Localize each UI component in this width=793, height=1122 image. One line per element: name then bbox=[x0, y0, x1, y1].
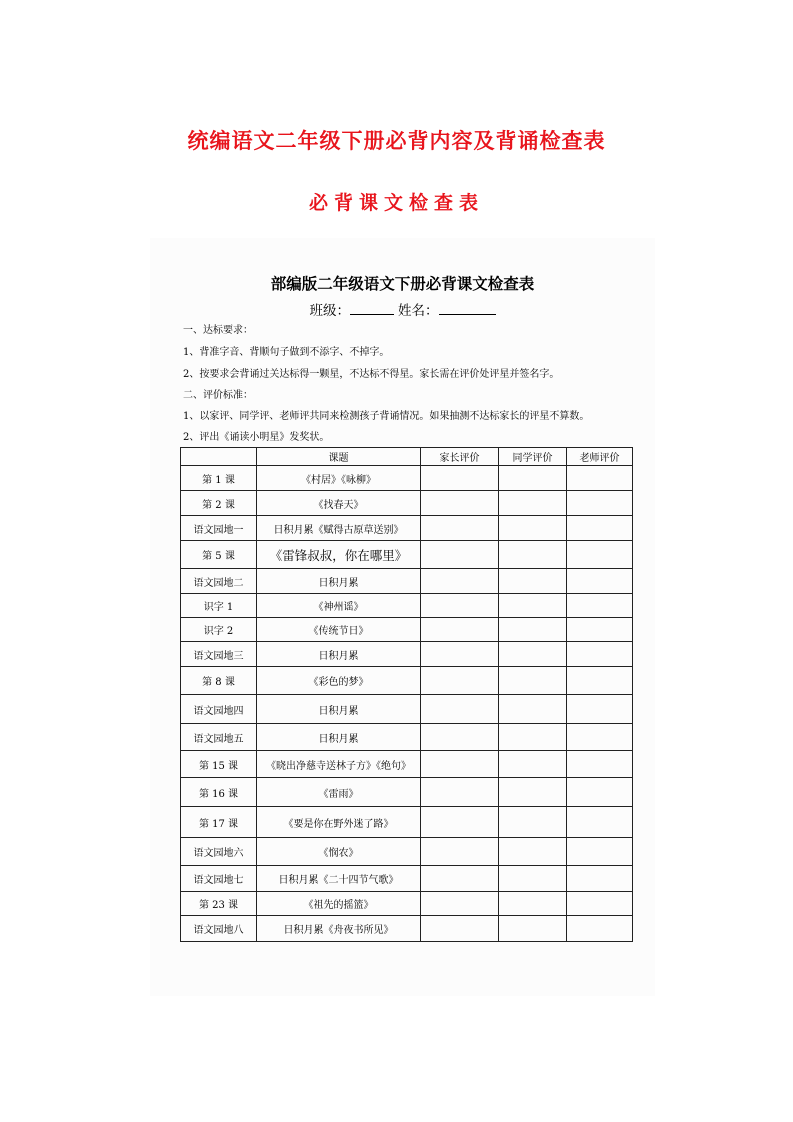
teacher-eval-cell[interactable] bbox=[567, 866, 633, 892]
lesson-cell: 语文园地六 bbox=[181, 838, 257, 866]
teacher-eval-cell[interactable] bbox=[567, 916, 633, 942]
lesson-cell: 第 16 课 bbox=[181, 778, 257, 807]
title-cell: 《晓出净慈寺送林子方》《绝句》 bbox=[257, 751, 421, 778]
teacher-eval-cell[interactable] bbox=[567, 594, 633, 618]
table-row bbox=[181, 695, 633, 724]
lesson-cell: 语文园地二 bbox=[181, 569, 257, 594]
title-cell: 《彩色的梦》 bbox=[257, 667, 421, 695]
header-parent-eval: 家长评价 bbox=[421, 448, 499, 466]
parent-eval-cell[interactable] bbox=[421, 618, 499, 642]
teacher-eval-cell[interactable] bbox=[567, 618, 633, 642]
title-cell: 《传统节日》 bbox=[257, 618, 421, 642]
parent-eval-cell[interactable] bbox=[421, 724, 499, 751]
parent-eval-cell[interactable] bbox=[421, 569, 499, 594]
title-cell: 《要是你在野外迷了路》 bbox=[257, 807, 421, 838]
table-row bbox=[181, 667, 633, 695]
lesson-cell: 语文园地八 bbox=[181, 916, 257, 942]
name-blank[interactable] bbox=[439, 302, 496, 315]
table-row bbox=[181, 466, 633, 491]
table-row bbox=[181, 838, 633, 866]
parent-eval-cell[interactable] bbox=[421, 466, 499, 491]
lesson-cell: 语文园地三 bbox=[181, 642, 257, 667]
table-row bbox=[181, 866, 633, 892]
teacher-eval-cell[interactable] bbox=[567, 695, 633, 724]
teacher-eval-cell[interactable] bbox=[567, 466, 633, 491]
title-cell: 《雷雨》 bbox=[257, 778, 421, 807]
table-row bbox=[181, 569, 633, 594]
lesson-cell: 语文园地四 bbox=[181, 695, 257, 724]
table-row bbox=[181, 724, 633, 751]
title-cell: 日积月累 bbox=[257, 569, 421, 594]
table-row bbox=[181, 516, 633, 541]
lesson-cell: 语文园地五 bbox=[181, 724, 257, 751]
classmate-eval-cell[interactable] bbox=[499, 594, 567, 618]
requirement-line: 1、背准字音、背顺句子做到不添字、不掉字。 bbox=[183, 347, 390, 358]
classmate-eval-cell[interactable] bbox=[499, 807, 567, 838]
title-cell: 日积月累《赋得古原草送别》 bbox=[257, 516, 421, 541]
requirement-line: 2、按要求会背诵过关达标得一颗星，不达标不得星。家长需在评价处评星并签名字。 bbox=[183, 369, 560, 380]
parent-eval-cell[interactable] bbox=[421, 516, 499, 541]
table-row bbox=[181, 618, 633, 642]
parent-eval-cell[interactable] bbox=[421, 838, 499, 866]
teacher-eval-cell[interactable] bbox=[567, 516, 633, 541]
header-topic: 课题 bbox=[257, 448, 421, 466]
header-classmate-eval: 同学评价 bbox=[499, 448, 567, 466]
sheet-title: 部编版二年级语文下册必背课文检查表 bbox=[270, 275, 535, 293]
title-cell: 《神州谣》 bbox=[257, 594, 421, 618]
classmate-eval-cell[interactable] bbox=[499, 569, 567, 594]
parent-eval-cell[interactable] bbox=[421, 695, 499, 724]
classmate-eval-cell[interactable] bbox=[499, 618, 567, 642]
classmate-eval-cell[interactable] bbox=[499, 838, 567, 866]
teacher-eval-cell[interactable] bbox=[567, 807, 633, 838]
classmate-eval-cell[interactable] bbox=[499, 642, 567, 667]
classmate-eval-cell[interactable] bbox=[499, 866, 567, 892]
teacher-eval-cell[interactable] bbox=[567, 642, 633, 667]
parent-eval-cell[interactable] bbox=[421, 866, 499, 892]
parent-eval-cell[interactable] bbox=[421, 751, 499, 778]
title-cell: 日积月累 bbox=[257, 642, 421, 667]
lesson-cell: 第 8 课 bbox=[181, 667, 257, 695]
parent-eval-cell[interactable] bbox=[421, 807, 499, 838]
title-cell: 日积月累《二十四节气歌》 bbox=[257, 866, 421, 892]
lesson-cell: 第 5 课 bbox=[181, 541, 257, 569]
table-row bbox=[181, 892, 633, 916]
table-header-row bbox=[181, 448, 633, 466]
lesson-cell: 语文园地一 bbox=[181, 516, 257, 541]
title-cell: 《祖先的摇篮》 bbox=[257, 892, 421, 916]
parent-eval-cell[interactable] bbox=[421, 916, 499, 942]
criteria-line: 1、以家评、同学评、老师评共同来检测孩子背诵情况。如果抽测不达标家长的评星不算数。 bbox=[183, 411, 590, 422]
teacher-eval-cell[interactable] bbox=[567, 778, 633, 807]
lesson-cell: 第 1 课 bbox=[181, 466, 257, 491]
header-teacher-eval: 老师评价 bbox=[567, 448, 633, 466]
class-blank[interactable] bbox=[350, 302, 394, 315]
title-cell: 日积月累 bbox=[257, 695, 421, 724]
teacher-eval-cell[interactable] bbox=[567, 491, 633, 516]
page-subtitle: 必背课文检查表 bbox=[308, 192, 484, 214]
classmate-eval-cell[interactable] bbox=[499, 751, 567, 778]
table-row bbox=[181, 807, 633, 838]
classmate-eval-cell[interactable] bbox=[499, 916, 567, 942]
table-row bbox=[181, 491, 633, 516]
table-row bbox=[181, 751, 633, 778]
table-row bbox=[181, 642, 633, 667]
title-cell: 日积月累《舟夜书所见》 bbox=[257, 916, 421, 942]
parent-eval-cell[interactable] bbox=[421, 892, 499, 916]
name-label: 姓名： bbox=[398, 303, 439, 319]
requirement-heading: 一、达标要求： bbox=[183, 325, 253, 336]
parent-eval-cell[interactable] bbox=[421, 541, 499, 569]
classmate-eval-cell[interactable] bbox=[499, 466, 567, 491]
title-cell: 《找春天》 bbox=[257, 491, 421, 516]
lesson-cell: 语文园地七 bbox=[181, 866, 257, 892]
parent-eval-cell[interactable] bbox=[421, 594, 499, 618]
class-name-line bbox=[150, 299, 655, 319]
criteria-line: 2、评出《诵读小明星》发奖状。 bbox=[183, 432, 330, 443]
classmate-eval-cell[interactable] bbox=[499, 516, 567, 541]
teacher-eval-cell[interactable] bbox=[567, 838, 633, 866]
title-cell: 《雷锋叔叔，你在哪里》 bbox=[257, 541, 421, 569]
title-cell: 日积月累 bbox=[257, 724, 421, 751]
teacher-eval-cell[interactable] bbox=[567, 569, 633, 594]
lesson-cell: 识字 1 bbox=[181, 594, 257, 618]
check-table bbox=[180, 447, 633, 942]
table-row bbox=[181, 778, 633, 807]
parent-eval-cell[interactable] bbox=[421, 778, 499, 807]
title-cell: 《悯农》 bbox=[257, 838, 421, 866]
table-row bbox=[181, 916, 633, 942]
table-row bbox=[181, 594, 633, 618]
classmate-eval-cell[interactable] bbox=[499, 778, 567, 807]
parent-eval-cell[interactable] bbox=[421, 667, 499, 695]
lesson-cell: 第 2 课 bbox=[181, 491, 257, 516]
teacher-eval-cell[interactable] bbox=[567, 667, 633, 695]
lesson-cell: 第 23 课 bbox=[181, 892, 257, 916]
lesson-cell: 第 15 课 bbox=[181, 751, 257, 778]
teacher-eval-cell[interactable] bbox=[567, 541, 633, 569]
classmate-eval-cell[interactable] bbox=[499, 892, 567, 916]
class-label: 班级： bbox=[309, 303, 350, 319]
classmate-eval-cell[interactable] bbox=[499, 724, 567, 751]
parent-eval-cell[interactable] bbox=[421, 642, 499, 667]
teacher-eval-cell[interactable] bbox=[567, 751, 633, 778]
classmate-eval-cell[interactable] bbox=[499, 491, 567, 516]
classmate-eval-cell[interactable] bbox=[499, 667, 567, 695]
criteria-heading: 二、评价标准： bbox=[183, 390, 253, 401]
teacher-eval-cell[interactable] bbox=[567, 724, 633, 751]
table-row bbox=[181, 541, 633, 569]
parent-eval-cell[interactable] bbox=[421, 491, 499, 516]
page-title: 统编语文二年级下册必背内容及背诵检查表 bbox=[187, 128, 606, 153]
lesson-cell: 识字 2 bbox=[181, 618, 257, 642]
teacher-eval-cell[interactable] bbox=[567, 892, 633, 916]
classmate-eval-cell[interactable] bbox=[499, 695, 567, 724]
header-lesson bbox=[181, 448, 257, 466]
title-cell: 《村居》《咏柳》 bbox=[257, 466, 421, 491]
classmate-eval-cell[interactable] bbox=[499, 541, 567, 569]
lesson-cell: 第 17 课 bbox=[181, 807, 257, 838]
